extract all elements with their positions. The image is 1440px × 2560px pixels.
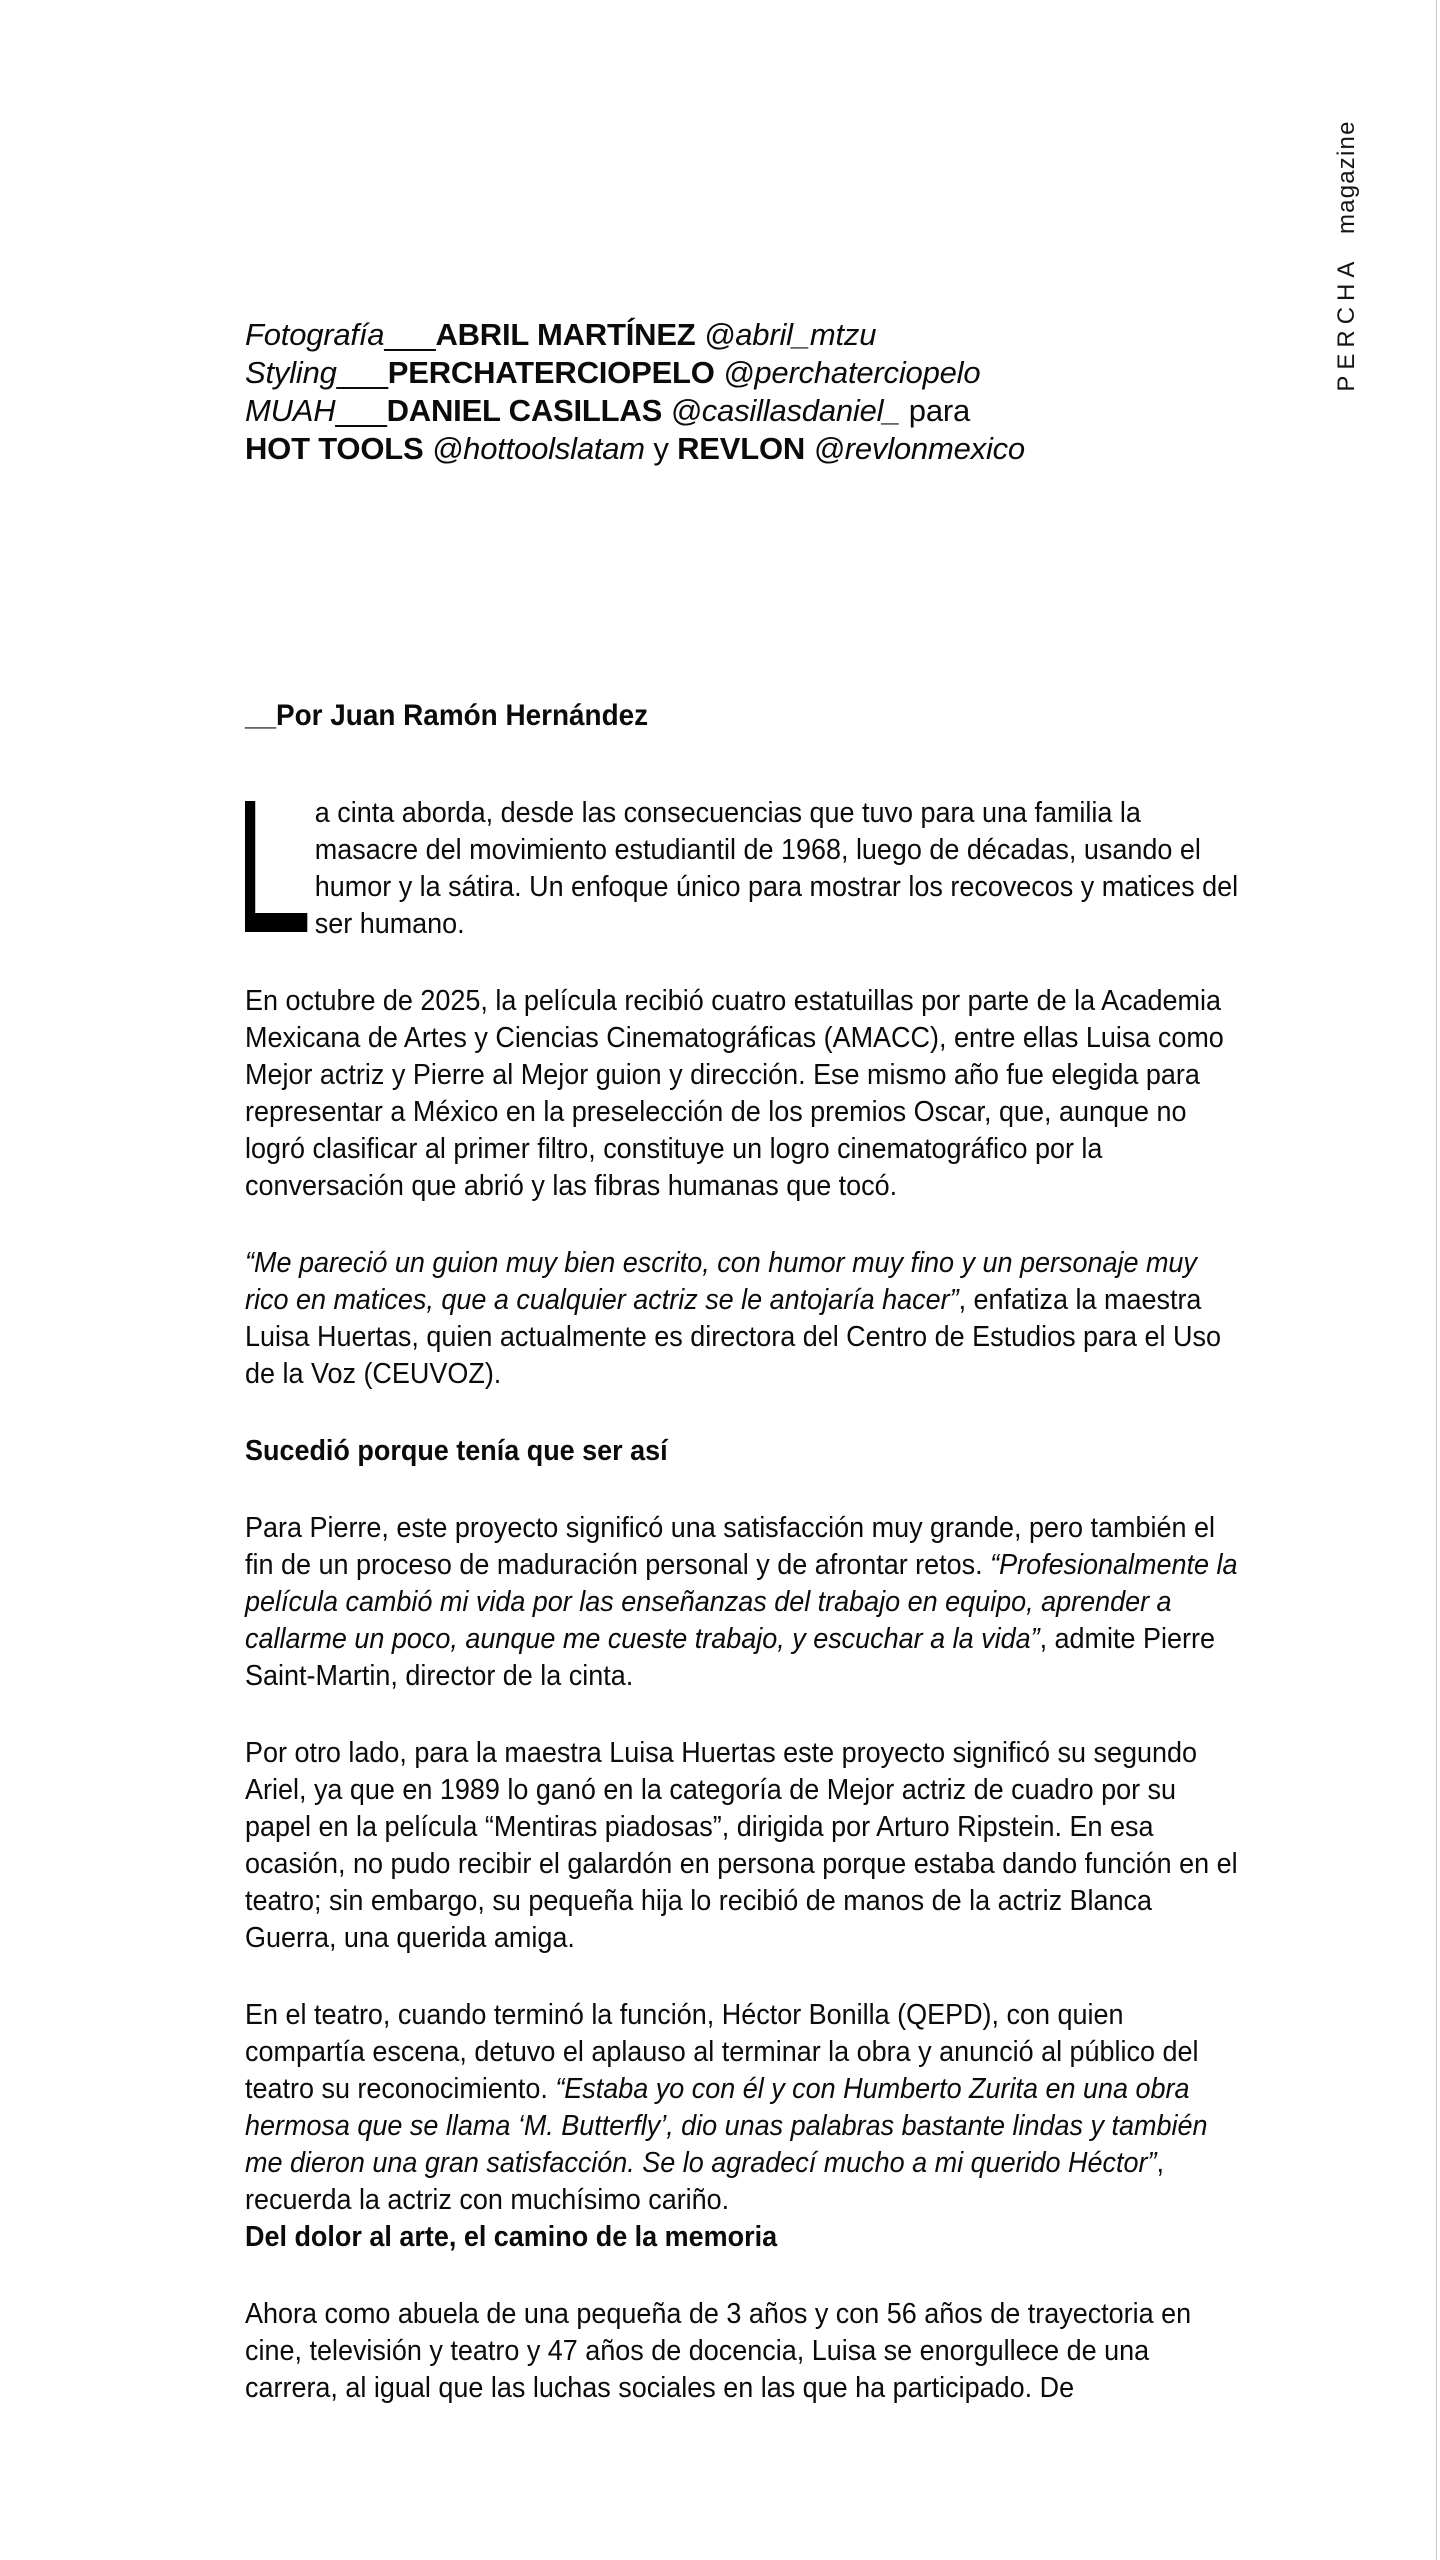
credits-block — [245, 316, 1440, 468]
byline: __Por Juan Ramón Hernández — [245, 699, 649, 732]
article-paragraph-awards — [245, 983, 1240, 1205]
text-run: Styling — [245, 355, 337, 390]
page-edge-line — [1436, 0, 1437, 2560]
text-run: PERCHATERCIOPELO — [387, 355, 715, 390]
text-run: para — [900, 393, 971, 428]
text-run: Sucedió porque tenía que ser así — [245, 1435, 668, 1467]
text-run: “Profesionalmente la película cambió mi vida por las enseñanzas del trabajo en equipo, aprender a callarme un poco, aunque me cueste trabajo, y escuchar a la vida” — [245, 1549, 1238, 1655]
text-run: DANIEL CASILLAS — [386, 393, 663, 428]
paragraph-text — [315, 797, 1238, 940]
text-run: , enfatiza la maestra Luisa Huertas, quien actualmente es directora del Centro de Estudios para el Uso de la Voz (CEUVOZ). — [245, 1284, 1221, 1390]
text-run: ___ — [335, 393, 387, 428]
text-run: ABRIL MARTÍNEZ — [435, 317, 696, 352]
text-run: REVLON — [677, 431, 806, 466]
article-paragraph-pierre — [245, 1510, 1240, 1695]
text-run: y — [644, 431, 678, 466]
credit-line-muah — [245, 392, 1440, 430]
text-run: ___ — [336, 355, 388, 390]
text-run: HOT TOOLS — [245, 431, 424, 466]
text-run: @revlonmexico — [805, 431, 1025, 466]
text-run: En octubre de 2025, la película recibió cuatro estatuillas por parte de la Academia Mexicana de Artes y Ciencias Cinematográficas (AMACC), entre ellas Luisa como Mejor actriz y Pierre al Mejor guion y dirección. Ese mismo año fue elegida para representar a México en la preselección de los premios Oscar, que, aunque no logró clasificar al primer filtro, constituye un logro cinematográfico por la conversación que abrió y las fibras humanas que tocó. — [245, 985, 1224, 1202]
text-run: , admite Pierre Saint-Martin, director de la cinta. — [245, 1623, 1215, 1692]
text-run: @perchaterciopelo — [714, 355, 981, 390]
text-run: En el teatro, cuando terminó la función, Héctor Bonilla (QEPD), con quien compartía escena, detuvo el aplauso al terminar la obra y anunció al público del teatro su reconocimiento. — [245, 1999, 1199, 2105]
article-paragraph-lead — [245, 795, 1240, 943]
text-run: MUAH — [245, 393, 336, 428]
credit-line-styling — [245, 354, 1440, 392]
article-paragraph-teatro — [245, 1997, 1240, 2219]
text-run: “Estaba yo con él y con Humberto Zurita en una obra hermosa que se llama ‘M. Butterfly’, dio unas palabras bastante lindas y también me dieron una gran satisfacción. Se lo agradecí mucho a mi querido Héctor” — [245, 2073, 1208, 2179]
text-run: Del dolor al arte, el camino de la memoria — [245, 2221, 778, 2253]
text-run: Ahora como abuela de una pequeña de 3 años y con 56 años de trayectoria en cine, televisión y teatro y 47 años de docencia, Luisa se enorgullece de una carrera, al igual que las luchas sociales en las que ha participado. De — [245, 2298, 1192, 2404]
article-paragraph-quote-luisa — [245, 1245, 1240, 1393]
text-run: @abril_mtzu — [695, 317, 877, 352]
text-run: Para Pierre, este proyecto significó una satisfacción muy grande, pero también el fin de un proceso de maduración personal y de afrontar retos. — [245, 1512, 1215, 1581]
brand-suffix: magazine — [1333, 120, 1360, 235]
text-run: Por otro lado, para la maestra Luisa Huertas este proyecto significó su segundo Ariel, ya que en 1989 lo ganó en la categoría de Mejor actriz de cuadro por su papel en la película “Mentiras piadosas”, dirigida por Arturo Ripstein. En esa ocasión, no pudo recibir el galardón en persona porque estaba dando función en el teatro; sin embargo, su pequeña hija lo recibió de manos de la actriz Blanca Guerra, una querida amiga. — [245, 1737, 1238, 1954]
section-subhead-del-dolor — [245, 2219, 1240, 2256]
article-paragraph-ariel — [245, 1735, 1240, 1957]
text-run: “Me pareció un guion muy bien escrito, con humor muy fino y un personaje muy rico en matices, que a cualquier actriz se le antojaría hacer” — [245, 1247, 1197, 1316]
brand-vertical-text — [1333, 120, 1361, 391]
credit-line-brands — [245, 430, 1440, 468]
brand-name: PERCHA — [1333, 255, 1360, 392]
article-body — [245, 697, 1240, 2407]
article-paragraph-abuela — [245, 2296, 1240, 2407]
text-run: @hottoolslatam — [423, 431, 645, 466]
text-run: a cinta aborda, desde las consecuencias que tuvo para una familia la masacre del movimiento estudiantil de 1968, luego de décadas, usando el humor y la sátira. Un enfoque único para mostrar los recovecos y matices del ser humano. — [314, 797, 1239, 940]
text-run: @casillasdaniel_ — [662, 393, 901, 428]
text-run: ___ — [384, 317, 436, 352]
credit-line-fotografia — [245, 316, 1440, 354]
drop-cap-L — [245, 801, 307, 932]
section-subhead-sucedio — [245, 1433, 1240, 1470]
text-run: , recuerda la actriz con muchísimo cariño. — [245, 2147, 1164, 2216]
text-run: Fotografía — [245, 317, 385, 352]
